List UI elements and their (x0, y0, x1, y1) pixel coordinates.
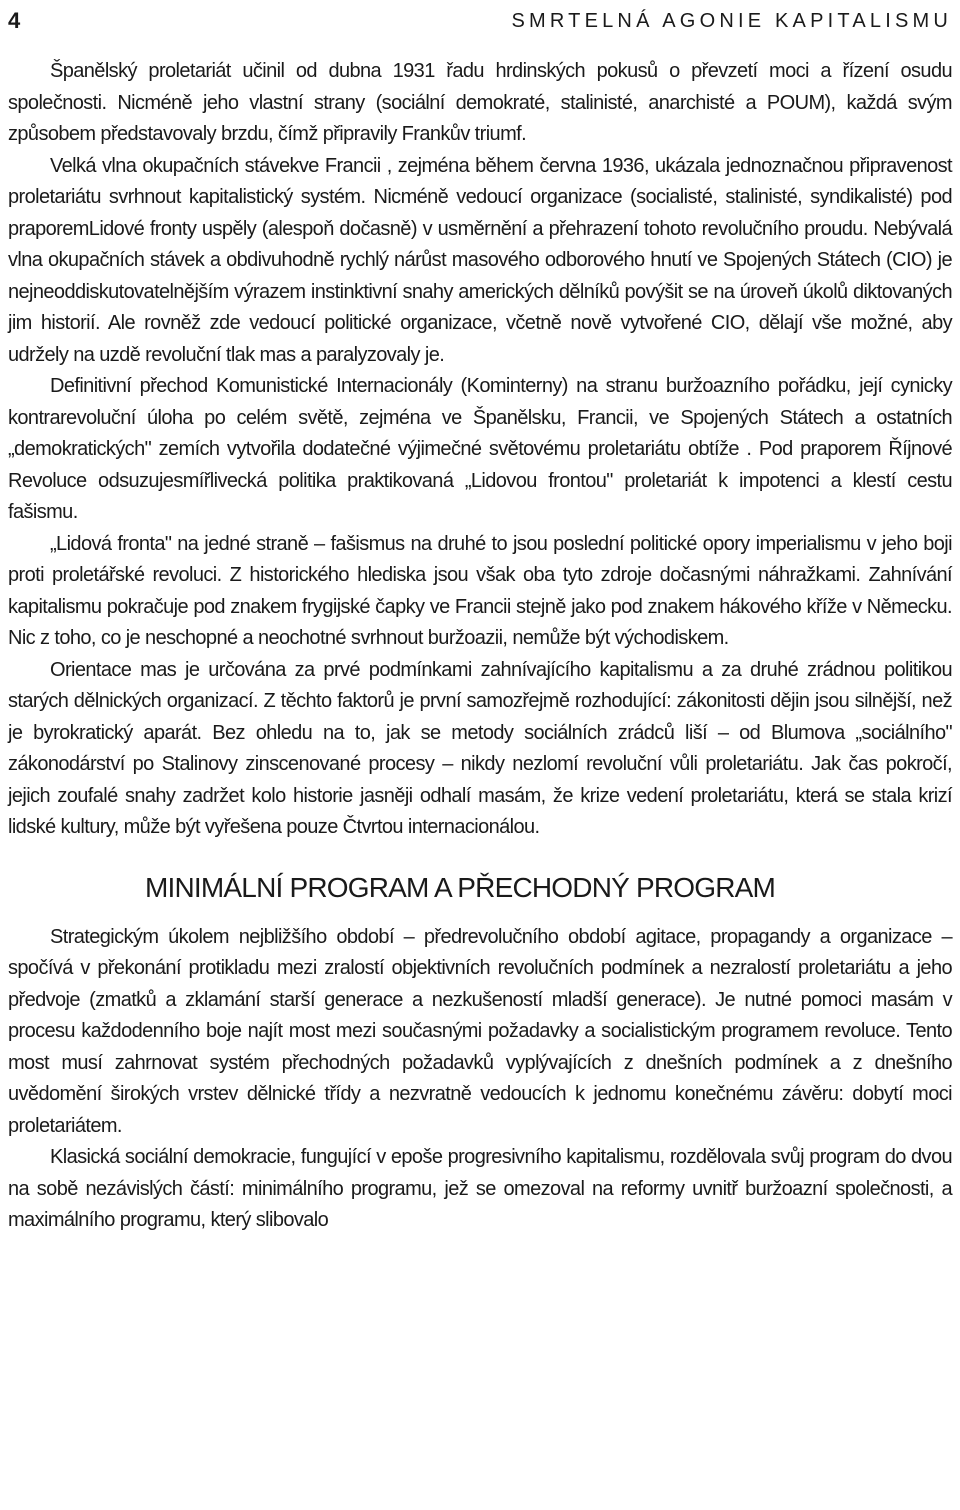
page-header (8, 6, 952, 36)
paragraph: Velká vlna okupačních stávekve Francii , zejména během června 1936, ukázala jednoznačnou připravenost proletariátu svrhnout kapitalistický systém. Nicméně vedoucí organizace (socialisté, stalinisté, syndikalisté) pod praporemLidové fronty uspěly (alespoň dočasně) v usměrnění a přehrazení tohoto revolučního proudu. Nebývalá vlna okupačních stávek a obdivuhodně rychlý nárůst masového odborového hnutí ve Spojených Státech (CIO) je nejneoddiskutovatelnějším výrazem instinktivní snahy amerických dělníků povýšit se na úroveň úkolů diktovaných jim historií. Ale rovněž zde vedoucí politické organizace, včetně nově vytvořené CIO, dělají vše možné, aby udržely na uzdě revoluční tlak mas a paralyzovaly je. (8, 154, 952, 366)
paragraph: Orientace mas je určována za prvé podmínkami zahnívajícího kapitalismu a za druhé zrádnou politikou starých dělnických organizací. Z těchto faktorů je první samozřejmě rozhodující: zákonitosti dějin jsou silnější, než je byrokratický aparát. Bez ohledu na to, jak se metody sociálních zrádců liší – od Blumova „sociálního" zákonodárství po Stalinovy zinscenované procesy – nikdy nezlomí revoluční vůli proletariátu. Jak čas pokročí, jejich zoufalé snahy zadržet kolo historie jasněji odhalí masám, že krize vedení proletariátu, která se stala krizí lidské kultury, může být vyřešena pouze Čtvrtou internacionálou. (8, 658, 952, 838)
body-text (8, 56, 952, 1237)
paragraph: Klasická sociální demokracie, fungující v epoše progresivního kapitalismu, rozdělovala svůj program do dvou na sobě nezávislých částí: minimálního programu, jež se omezoval na reformy uvnitř buržoazní společnosti, a maximálního programu, který slibovalo (8, 1146, 952, 1231)
paragraph: Definitivní přechod Komunistické Internacionály (Kominterny) na stranu buržoazního pořádku, její cynicky kontrarevoluční úloha po celém světě, zejména ve Španělsku, Francii, ve Spojených Státech a ostatních „demokratických" zemích vytvořila dodatečné výjimečné světovému proletariátu obtíže . Pod praporem Říjnové Revoluce odsuzujesmířlivecká politika praktikovaná „Lidovou frontou" proletariát k impotenci a klestí cestu fašismu. (8, 375, 952, 523)
section-heading: MINIMÁLNÍ PROGRAM A PŘECHODNÝ PROGRAM (145, 871, 776, 903)
paragraph: Španělský proletariát učinil od dubna 1931 řadu hrdinských pokusů o převzetí moci a řízení osudu společnosti. Nicméně jeho vlastní strany (sociální demokraté, stalinisté, anarchisté a POUM), každá svým způsobem představovaly brzdu, čímž připravily Frankův triumf. (8, 60, 952, 145)
running-title: SMRTELNÁ AGONIE KAPITALISMU (511, 10, 952, 32)
paragraph: „Lidová fronta" na jedné straně – fašismus na druhé to jsou poslední politické opory imperialismu v jeho boji proti proletářské revoluci. Z historického hlediska jsou však oba tyto zdroje dočasnými náhražkami. Zahnívání kapitalismu pokračuje pod znakem frygijské čapky ve Francii stejně jako pod znakem hákového kříže v Německu. Nic z toho, co je neschopné a neochotné svrhnout buržoazii, nemůže být východiskem. (8, 532, 952, 649)
paragraph: Strategickým úkolem nejbližšího období – předrevolučního období agitace, propagandy a organizace – spočívá v překonání protikladu mezi zralostí objektivních revolučních podmínek a nezralostí proletariátu a jeho předvoje (zmatků a zklamání starší generace a nezkušeností mladší generace). Je nutné pomoci masám v procesu každodenního boje najít most mezi současnými požadavky a socialistickým programem revoluce. Tento most musí zahrnovat systém přechodných požadavků vyplývajících z dnešních podmínek a z dnešního uvědomění širokých vrstev dělnické třídy a nezvratně vedoucích k jednomu konečnému závěru: dobytí moci proletariátem. (8, 925, 952, 1137)
page-number: 4 (8, 8, 21, 33)
